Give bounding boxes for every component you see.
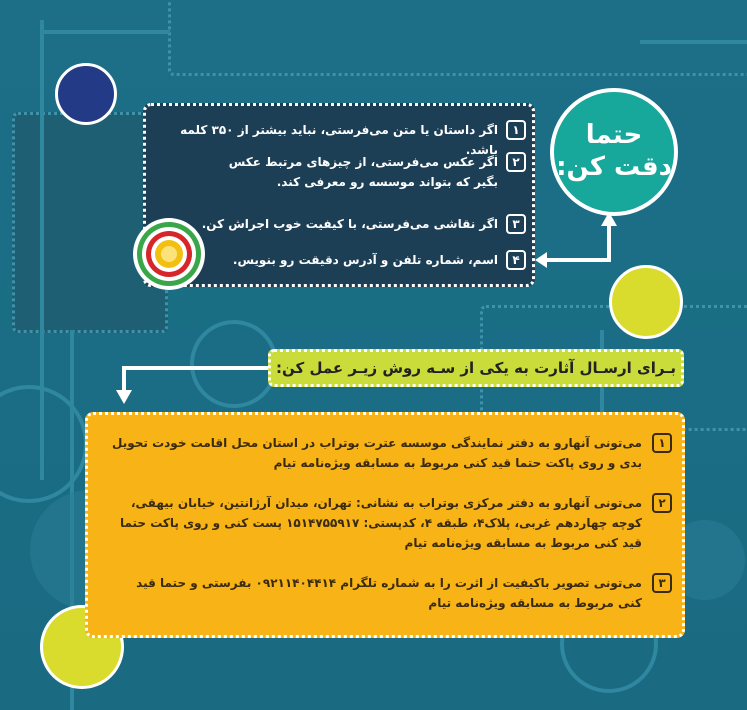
note-text-3: اگر نقاشی می‌فرستی، با کیفیت خوب اجراش کن.	[201, 217, 498, 231]
method-text-1: می‌تونی آنهارو به دفتر نمایندگی موسسه عترت بوتراب در استان محل اقامت خودت تحویل بدی و روی پاکت حتما قید کنی مربوط به مسابقه ویژه‌نامه تیام	[112, 436, 642, 470]
attention-line-1: حتما	[585, 120, 643, 150]
method-number-1: ۱	[652, 433, 672, 453]
method-text-3: می‌تونی تصویر باکیفیت از اثرت را به شماره تلگرام ۰۹۲۱۱۴۰۴۴۱۴ بفرستی و حتما قید کنی مربوط به مسابقه ویژه‌نامه تیام	[136, 576, 642, 610]
note-text-4: اسم، شماره تلفن و آدرس دقیقت رو بنویس.	[232, 253, 498, 267]
connector-arrow-icon	[533, 208, 623, 280]
banner-text: بـرای ارسـال آثارت به یکی از سـه روش زیـر عمل کن:	[276, 359, 676, 377]
note-number-2: ۲	[506, 152, 526, 172]
note-text-2: اگر عکس می‌فرستی، از چیزهای مرتبط عکس بگیر که بتواند موسسه رو معرفی کند.	[228, 155, 498, 189]
method-item-3	[112, 573, 672, 613]
note-number-1: ۱	[506, 120, 526, 140]
attention-line-2: دقت کن:	[556, 152, 672, 182]
method-text-2: می‌تونی آنهارو به دفتر مرکزی بوتراب به نشانی: تهران، میدان آرژانتین، خیابان بیهقی، کوچه چهاردهم غربی، پلاک۴، طبقه ۴، کدپستی: ۱۵۱۴۷۵۵۹۱۷ پست کنی و روی پاکت حتما قید کنی مربوط به مسابقه ویژه‌نامه تیام	[119, 496, 642, 550]
decor-line-5	[640, 40, 747, 44]
down-arrow-icon	[110, 360, 275, 408]
note-text-1: اگر داستان یا متن می‌فرستی، نباید بیشتر از ۳۵۰ کلمه باشد.	[180, 123, 498, 157]
note-item-2	[226, 152, 526, 192]
method-item-1	[112, 433, 672, 473]
attention-circle	[550, 88, 678, 216]
note-number-3: ۳	[506, 214, 526, 234]
decor-dotted-frame-top	[168, 0, 747, 76]
method-number-3: ۳	[652, 573, 672, 593]
methods-box	[85, 412, 685, 638]
note-item-3	[156, 214, 526, 234]
method-number-2: ۲	[652, 493, 672, 513]
decor-line-2	[40, 30, 170, 34]
method-item-2	[112, 493, 672, 553]
note-item-4	[156, 250, 526, 270]
submission-methods-banner	[268, 349, 684, 387]
note-number-4: ۴	[506, 250, 526, 270]
decor-navy-circle	[55, 63, 117, 125]
decor-circle-outline-1	[0, 385, 88, 503]
target-icon	[131, 216, 207, 292]
